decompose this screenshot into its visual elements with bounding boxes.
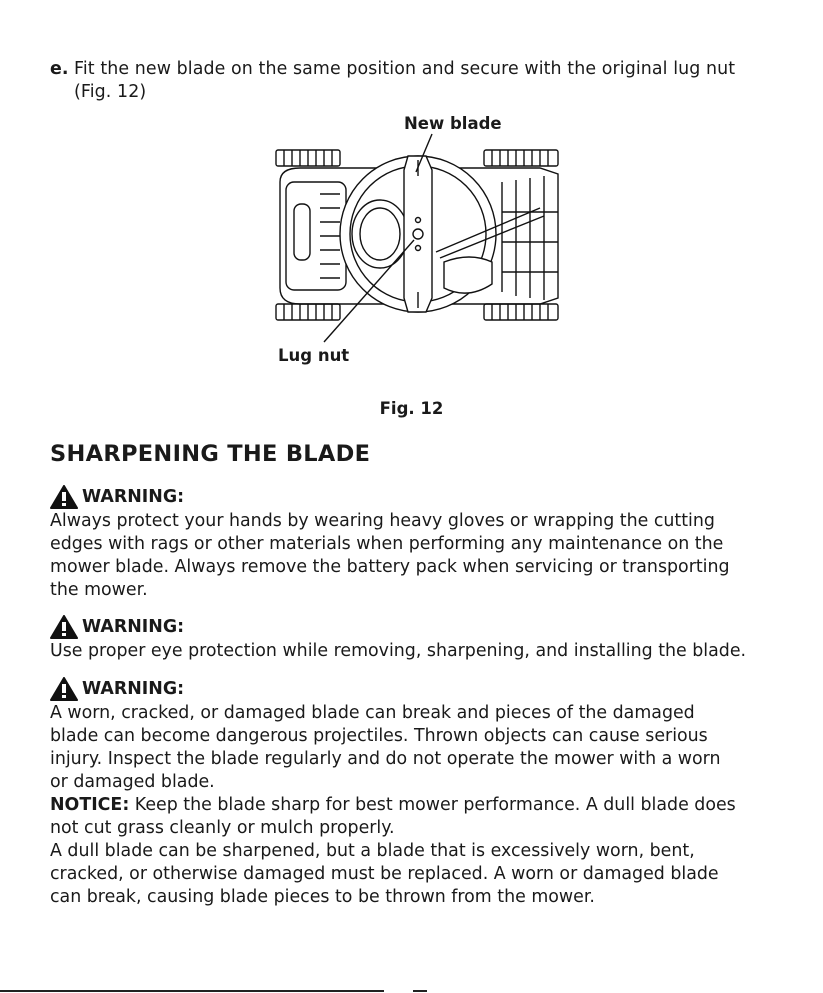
warning-triangle-icon <box>50 677 78 701</box>
warning-line: blade can become dangerous projectiles. Thrown objects can cause serious <box>50 726 708 746</box>
wheel-top-left <box>276 150 340 166</box>
warning-line: Always protect your hands by wearing heavy gloves or wrapping the cutting <box>50 511 715 531</box>
wheel-bottom-right <box>484 304 558 320</box>
paragraph-line: can break, causing blade pieces to be thrown from the mower. <box>50 887 595 907</box>
notice-line-2: not cut grass cleanly or mulch properly. <box>50 818 395 838</box>
warning-line: Use proper eye protection while removing, sharpening, and installing the blade. <box>50 641 747 661</box>
warning-line: A worn, cracked, or damaged blade can break and pieces of the damaged <box>50 703 695 723</box>
warning-header <box>50 614 790 640</box>
footer-dash <box>413 990 427 992</box>
warning-block-3 <box>50 676 790 909</box>
figure-caption: Fig. 12 <box>379 399 444 418</box>
wheel-top-right <box>484 150 558 166</box>
warning-line: or damaged blade. <box>50 772 215 792</box>
footer-rule <box>0 990 384 992</box>
warning-line: edges with rags or other materials when performing any maintenance on the <box>50 534 724 554</box>
lug-nut <box>413 229 423 239</box>
paragraph-line: A dull blade can be sharpened, but a blade that is excessively worn, bent, <box>50 841 695 861</box>
warning-line: the mower. <box>50 580 148 600</box>
notice-label: NOTICE: <box>50 795 130 815</box>
warning-block-1 <box>50 484 790 602</box>
lug-nut-label: Lug nut <box>278 346 350 365</box>
new-blade-label: New blade <box>404 114 502 133</box>
mower-underside-figure <box>240 112 640 372</box>
warning-title: WARNING: <box>82 616 185 637</box>
section-title: SHARPENING THE BLADE <box>50 441 371 467</box>
step-marker: e. <box>50 59 69 79</box>
step-text-line1: Fit the new blade on the same position and secure with the original lug nut <box>74 59 736 79</box>
notice-text: Keep the blade sharp for best mower performance. A dull blade does <box>129 795 736 815</box>
notice-line-1 <box>50 794 790 817</box>
warning-header <box>50 676 790 702</box>
warning-triangle-icon <box>50 615 78 639</box>
warning-title: WARNING: <box>82 678 185 699</box>
wheel-bottom-left <box>276 304 340 320</box>
warning-line: injury. Inspect the blade regularly and do not operate the mower with a worn <box>50 749 721 769</box>
paragraph-line: cracked, or otherwise damaged must be replaced. A worn or damaged blade <box>50 864 719 884</box>
step-text-line2: (Fig. 12) <box>74 82 147 102</box>
warning-line: mower blade. Always remove the battery pack when servicing or transporting <box>50 557 730 577</box>
warning-triangle-icon <box>50 485 78 509</box>
step-e <box>50 58 790 104</box>
warning-header <box>50 484 790 510</box>
warning-block-2 <box>50 614 790 663</box>
mower-blade-illustration <box>240 112 640 372</box>
warning-title: WARNING: <box>82 486 185 507</box>
